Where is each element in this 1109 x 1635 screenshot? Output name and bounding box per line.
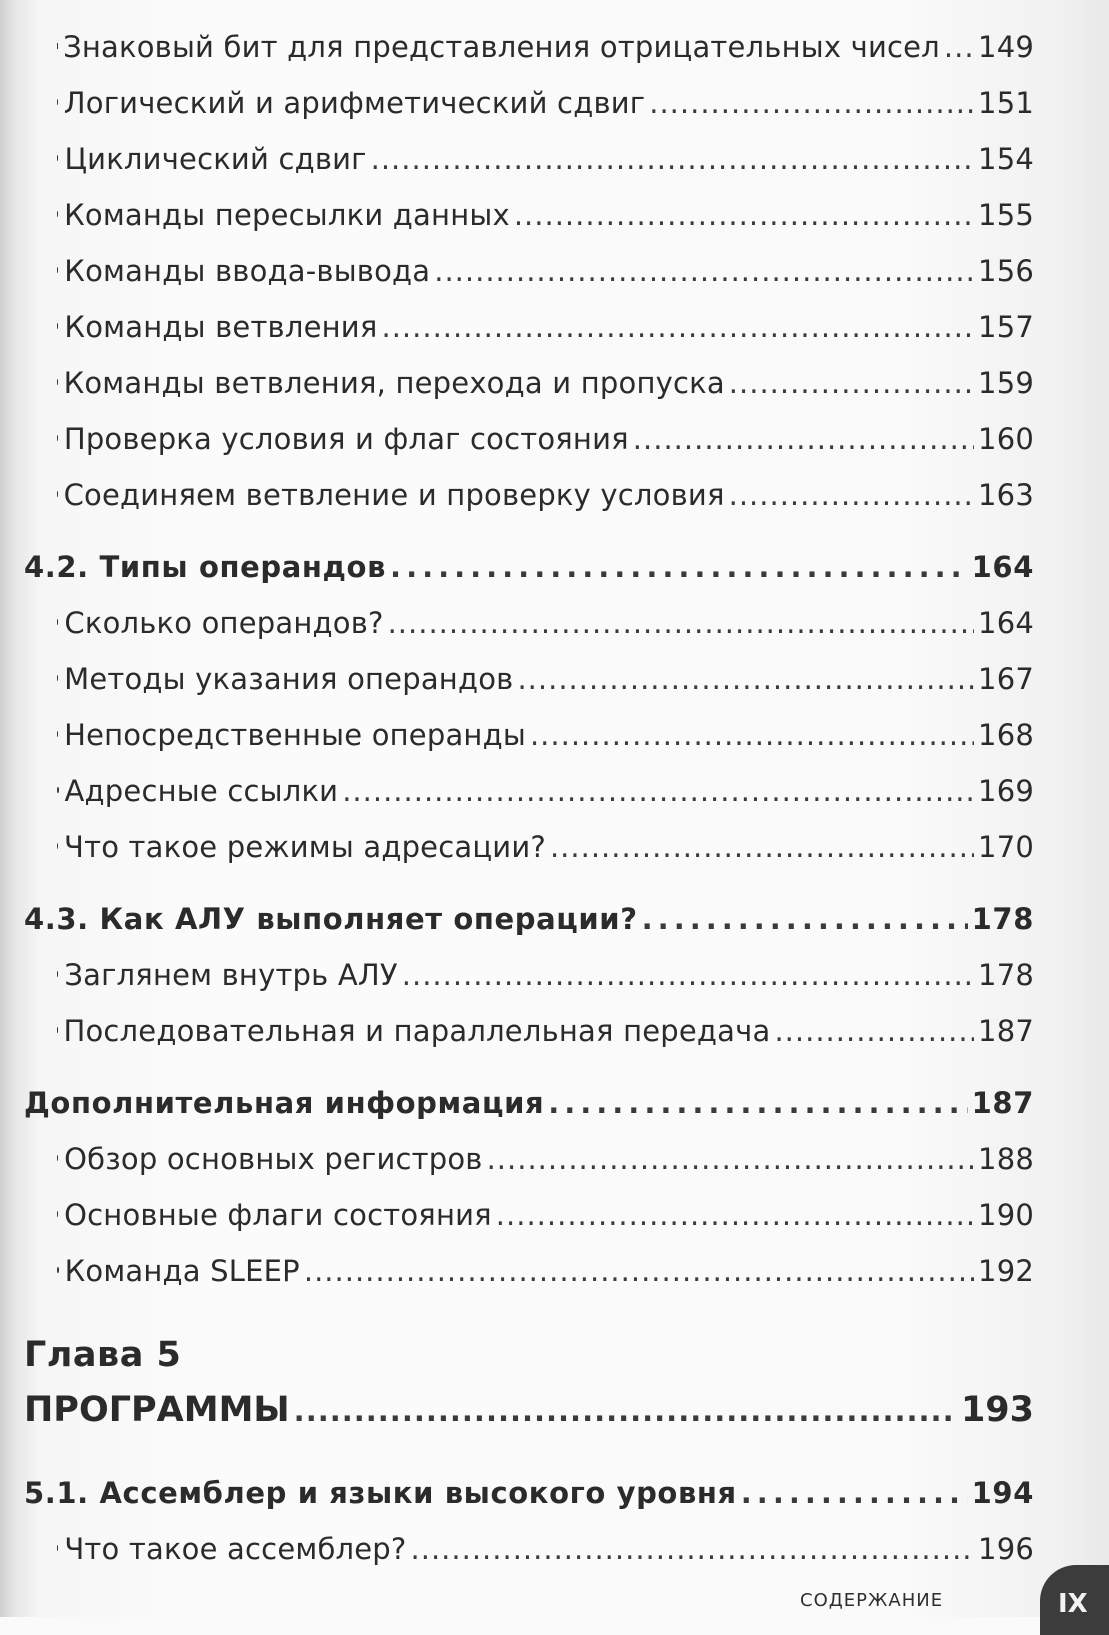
dot-leader [550, 830, 974, 864]
dot-leader [411, 1532, 975, 1566]
toc-entry-title: Проверка условия и флаг состояния [64, 422, 629, 456]
toc-entry[interactable] [0, 366, 1034, 400]
toc-entry[interactable] [0, 958, 1034, 992]
toc-entry[interactable] [0, 1532, 1034, 1566]
toc-entry-title: Сколько операндов? [64, 606, 383, 640]
toc-chapter-page: 193 [961, 1390, 1034, 1430]
bullet-icon [57, 1211, 58, 1217]
dot-leader [304, 1254, 974, 1288]
dot-leader [487, 1142, 974, 1176]
toc-entry[interactable] [0, 1254, 1034, 1288]
toc-entry-title: Команда SLEEP [65, 1254, 300, 1288]
toc-section-page: 187 [972, 1086, 1034, 1120]
toc-entry-page: 151 [978, 86, 1034, 120]
dot-leader [944, 30, 974, 64]
toc-entry-title: Команды ветвления [64, 310, 377, 344]
chapter-number: Глава 5 [24, 1335, 181, 1375]
bullet-icon [57, 379, 58, 385]
toc-entry-page: 187 [978, 1014, 1034, 1048]
toc-entry-page: 149 [978, 30, 1034, 64]
toc-section[interactable] [0, 1476, 1034, 1510]
page-number-roman: IX [1058, 1589, 1088, 1619]
bullet-icon [57, 731, 58, 737]
toc-entry-title: Команды пересылки данных [64, 198, 510, 232]
toc-entry-title: Обзор основных регистров [64, 1142, 482, 1176]
dot-leader [729, 366, 974, 400]
bullet-icon [57, 211, 58, 217]
toc-entry-page: 196 [978, 1532, 1034, 1566]
bullet-icon [57, 155, 58, 161]
toc-entry[interactable] [0, 30, 1034, 64]
toc-entry-page: 192 [978, 1254, 1034, 1288]
dot-leader [774, 1014, 974, 1048]
dot-leader [294, 1394, 957, 1428]
bullet-icon [57, 435, 58, 441]
toc-entry[interactable] [0, 774, 1034, 808]
toc-entry-title: Заглянем внутрь АЛУ [64, 958, 397, 992]
dot-leader [514, 198, 974, 232]
toc-entry-title: Методы указания операндов [64, 662, 513, 696]
toc-entry[interactable] [0, 86, 1034, 120]
toc-section[interactable] [0, 1086, 1034, 1120]
bullet-icon [57, 491, 58, 497]
dot-leader [642, 902, 968, 936]
toc-entry-page: 167 [978, 662, 1034, 696]
toc-entry-title: Последовательная и параллельная передача [63, 1014, 770, 1048]
toc-entry-page: 157 [978, 310, 1034, 344]
running-footer-label: СОДЕРЖАНИЕ [800, 1590, 943, 1611]
dot-leader [388, 606, 974, 640]
toc-entry[interactable] [0, 422, 1034, 456]
toc-entry-page: 164 [978, 606, 1034, 640]
bullet-icon [57, 267, 58, 273]
dot-leader [741, 1476, 968, 1510]
dot-leader [390, 550, 968, 584]
toc-section-title: Дополнительная информация [24, 1086, 544, 1120]
dot-leader [342, 774, 974, 808]
toc-entry-page: 170 [978, 830, 1034, 864]
toc-entry-page: 190 [978, 1198, 1034, 1232]
toc-entry-title: Непосредственные операнды [64, 718, 526, 752]
toc-entry-title: Основные флаги состояния [64, 1198, 492, 1232]
toc-entry[interactable] [0, 718, 1034, 752]
toc-entry[interactable] [0, 198, 1034, 232]
toc-section[interactable] [0, 902, 1034, 936]
toc-entry[interactable] [0, 606, 1034, 640]
toc-entry-title: Соединяем ветвление и проверку условия [64, 478, 725, 512]
toc-entry-title: Адресные ссылки [65, 774, 339, 808]
toc-entry-title: Логический и арифметический сдвиг [64, 86, 645, 120]
toc-chapter-title: ПРОГРАММЫ [24, 1390, 290, 1430]
dot-leader [381, 310, 974, 344]
bullet-icon [57, 787, 59, 793]
toc-entry-page: 178 [978, 958, 1034, 992]
toc-section[interactable] [0, 550, 1034, 584]
dot-leader [371, 142, 974, 176]
bullet-icon [57, 99, 58, 105]
toc-entry[interactable] [0, 830, 1034, 864]
toc-entry-title: Что такое ассемблер? [64, 1532, 406, 1566]
dot-leader [649, 86, 974, 120]
toc-entry[interactable] [0, 254, 1034, 288]
toc-entry-page: 155 [978, 198, 1034, 232]
toc-section-title: 4.2. Типы операндов [24, 550, 386, 584]
toc-entry[interactable] [0, 142, 1034, 176]
toc-entry[interactable] [0, 1198, 1034, 1232]
toc-entry-page: 168 [978, 718, 1034, 752]
dot-leader [548, 1086, 967, 1120]
toc-entry-page: 160 [978, 422, 1034, 456]
dot-leader [402, 958, 974, 992]
toc-section-page: 194 [972, 1476, 1034, 1510]
toc-entry-title: Что такое режимы адресации? [64, 830, 546, 864]
toc-entry-title: Знаковый бит для представления отрицательных чисел [63, 30, 940, 64]
bullet-icon [57, 971, 58, 977]
bullet-icon [57, 675, 58, 681]
bullet-icon [57, 323, 58, 329]
toc-entry[interactable] [0, 1142, 1034, 1176]
toc-entry[interactable] [0, 662, 1034, 696]
dot-leader [530, 718, 974, 752]
toc-entry-title: Циклический сдвиг [64, 142, 366, 176]
toc-section-title: 4.3. Как АЛУ выполняет операции? [24, 902, 638, 936]
toc-section-title: 5.1. Ассемблер и языки высокого уровня [24, 1476, 737, 1510]
toc-entry-page: 156 [978, 254, 1034, 288]
toc-entry-page: 154 [978, 142, 1034, 176]
dot-leader [434, 254, 974, 288]
bullet-icon [57, 843, 58, 849]
bullet-icon [57, 619, 58, 625]
bullet-icon [57, 1545, 58, 1551]
toc-entry[interactable] [0, 1014, 1034, 1048]
dot-leader [496, 1198, 974, 1232]
toc-entry-page: 188 [978, 1142, 1034, 1176]
bullet-icon [57, 1267, 59, 1273]
dot-leader [729, 478, 974, 512]
toc-section-page: 164 [972, 550, 1034, 584]
toc-entry[interactable] [0, 478, 1034, 512]
toc-chapter[interactable] [0, 1390, 1034, 1430]
toc-entry-title: Команды ввода-вывода [64, 254, 430, 288]
dot-leader [517, 662, 974, 696]
toc-entry-page: 169 [978, 774, 1034, 808]
bullet-icon [57, 1155, 58, 1161]
dot-leader [633, 422, 974, 456]
toc-entry-title: Команды ветвления, перехода и пропуска [64, 366, 725, 400]
toc-entry[interactable] [0, 310, 1034, 344]
toc-section-page: 178 [972, 902, 1034, 936]
toc-entry-page: 159 [978, 366, 1034, 400]
toc-entry-page: 163 [978, 478, 1034, 512]
